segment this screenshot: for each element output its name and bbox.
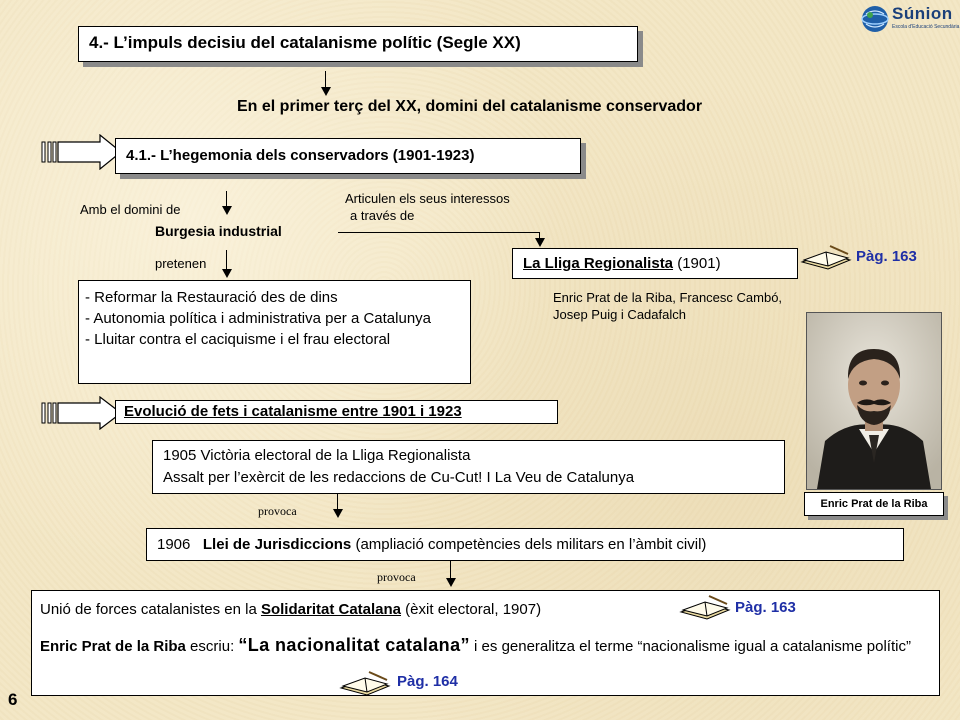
event-1906-name: Llei de Jurisdiccions: [202, 536, 352, 553]
globe-icon: [860, 4, 890, 34]
section1-title-box: [115, 138, 581, 174]
slide-number: 6: [8, 690, 18, 709]
logo-name: Súnion: [892, 4, 953, 23]
goal-item: - Lluitar contra el caciquisme i el frau electoral: [85, 331, 391, 348]
portrait-icon: [807, 313, 941, 489]
slide-title-box: [78, 26, 638, 62]
page-link-164[interactable]: Pàg. 164: [397, 673, 458, 690]
event-1905-line1: 1905 Victòria electoral de la Lliga Regionalista: [163, 447, 471, 464]
portrait-caption-box: [804, 492, 944, 516]
book-icon[interactable]: [678, 594, 732, 620]
book-icon[interactable]: [800, 244, 852, 270]
leaders-line1: Enric Prat de la Riba, Francesc Cambó,: [553, 290, 783, 305]
connector-pretenen: [226, 250, 227, 270]
nacionalitat-line: [40, 634, 931, 658]
articulen-line1: Articulen els seus interessos: [345, 191, 510, 206]
section2-title: Evolució de fets i catalanisme entre 1901 i 1923: [124, 403, 462, 420]
event-1906-detail: (ampliació competències dels militars en l’àmbit civil): [355, 536, 707, 553]
lliga-year: (1901): [677, 255, 721, 272]
connector-domini: [226, 191, 227, 207]
solidaritat-detail: (èxit electoral, 1907): [401, 601, 542, 618]
goal-item: - Autonomia política i administrativa per a Catalunya: [85, 310, 432, 327]
goal-item: - Reformar la Restauració des de dins: [85, 289, 338, 306]
solidaritat-box: [31, 590, 940, 696]
event-1906-year: 1906: [157, 536, 191, 553]
subtitle: En el primer terç del XX, domini del catalanisme conservador: [237, 98, 703, 115]
label-domini: Amb el domini de: [80, 202, 181, 217]
burgesia-industrial: Burgesia industrial: [155, 223, 282, 239]
connector-1905-1906: [337, 494, 338, 510]
escriu-text: escriu:: [185, 638, 239, 655]
arrowhead-down: [222, 206, 232, 215]
nacionalitat-quote: “La nacionalitat catalana”: [238, 635, 470, 655]
lliga-box: [512, 248, 798, 279]
prat-name: Enric Prat de la Riba: [40, 638, 186, 655]
event-1905-line2: Assalt per l’exèrcit de les redaccions de Cu-Cut! I La Veu de Catalunya: [163, 469, 635, 486]
arrowhead-down: [333, 509, 343, 518]
arrowhead-down: [535, 238, 545, 247]
label-provoca-2: provoca: [377, 570, 416, 584]
section-arrow-2-icon: [40, 396, 122, 430]
logo-tagline: Escola d'Educació Secundària: [892, 24, 960, 30]
label-pretenen: pretenen: [155, 256, 207, 271]
book-icon[interactable]: [338, 670, 392, 696]
connector-1906-final: [450, 561, 451, 579]
nacionalisme-text: i es generalitza el terme “nacionalisme igual a catalanisme polític”: [469, 638, 911, 655]
goals-box: [78, 280, 471, 384]
connector-title-subtitle: [325, 71, 326, 88]
section1-title: 4.1.- L’hegemonia dels conservadors (1901-1923): [126, 147, 475, 164]
page-link-163-solidaritat[interactable]: Pàg. 163: [735, 599, 796, 616]
articulen-line2: a través de: [350, 208, 415, 223]
arrowhead-down: [321, 87, 331, 96]
section2-title-box: [115, 400, 558, 424]
section-arrow-1-icon: [40, 134, 122, 170]
solidaritat-text: Unió de forces catalanistes en la: [40, 601, 261, 618]
label-provoca-1: provoca: [258, 504, 297, 518]
solidaritat-line: [40, 599, 931, 621]
event-1905-box: [152, 440, 785, 494]
connector-burgesia-lliga: [338, 232, 540, 233]
leaders-line2: Josep Puig i Cadafalch: [553, 307, 686, 322]
arrowhead-down: [446, 578, 456, 587]
slide-title: 4.- L’impuls decisiu del catalanisme polític (Segle XX): [89, 33, 521, 52]
sunion-logo: [860, 2, 960, 36]
portrait-caption: Enric Prat de la Riba: [820, 498, 928, 510]
arrowhead-down: [222, 269, 232, 278]
solidaritat-name: Solidaritat Catalana: [260, 601, 402, 618]
portrait-prat-de-la-riba: [806, 312, 942, 490]
lliga-name: La Lliga Regionalista: [523, 255, 674, 272]
event-1906-box: [146, 528, 904, 561]
page-link-163-lliga[interactable]: Pàg. 163: [856, 248, 917, 265]
